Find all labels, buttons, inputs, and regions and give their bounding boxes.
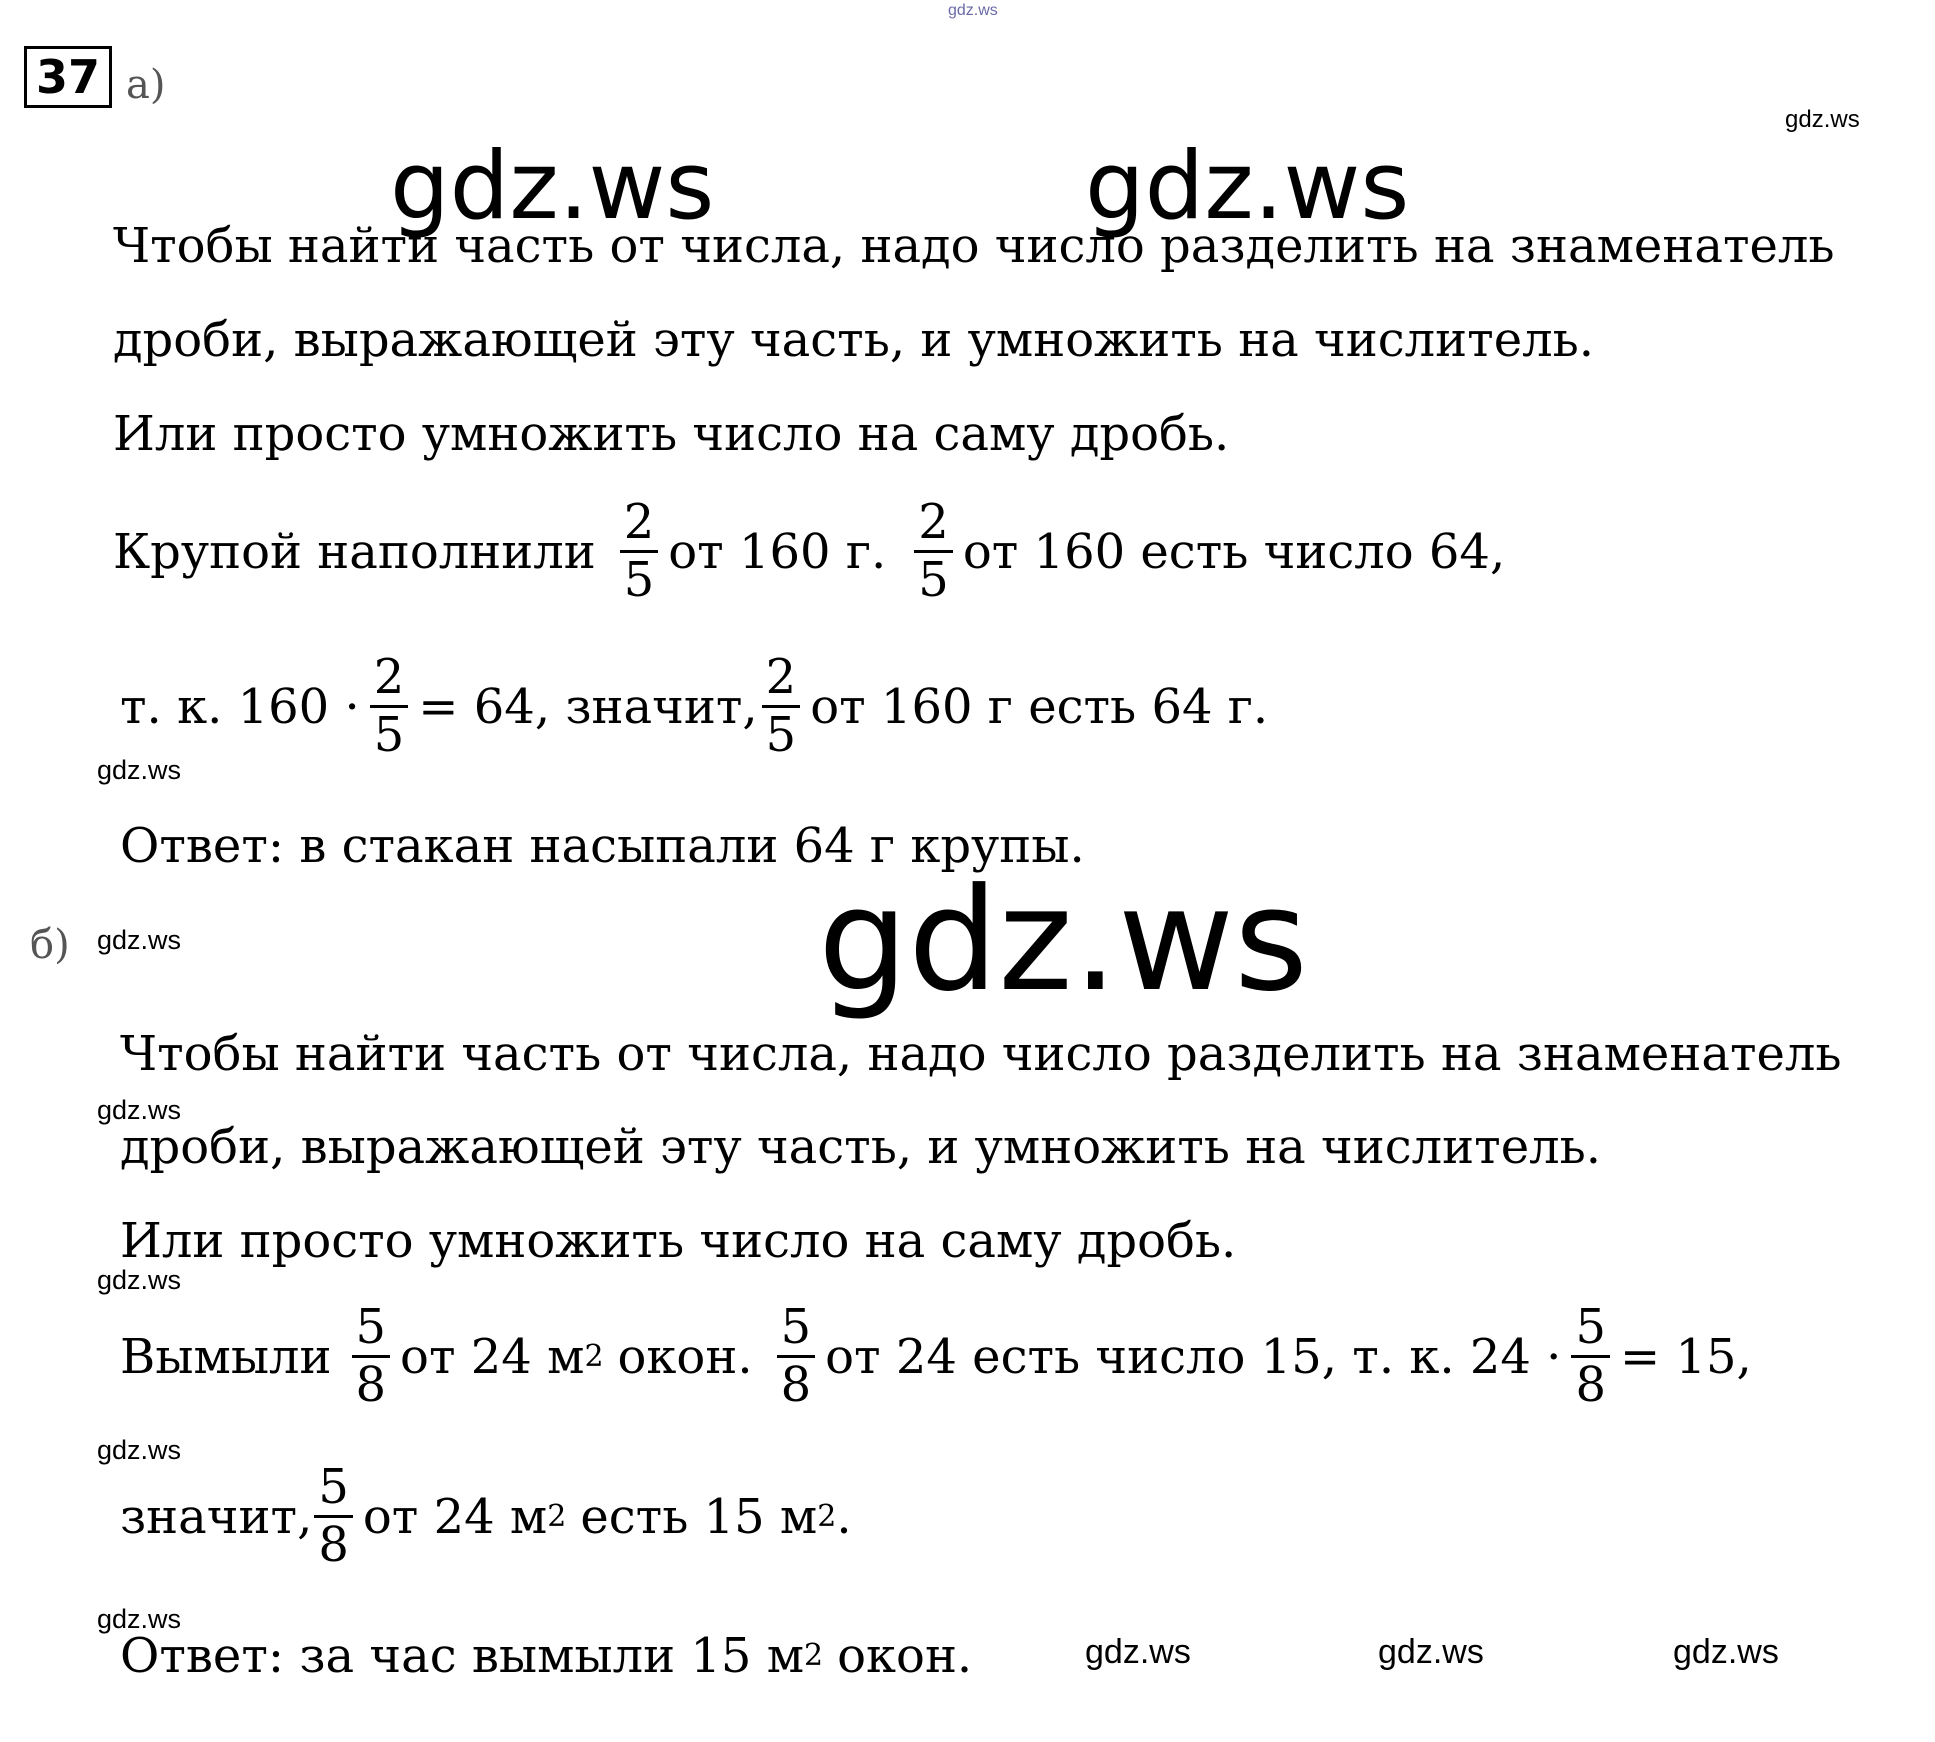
text-segment: окон. xyxy=(617,1328,753,1385)
part-a-label: а) xyxy=(126,62,166,108)
text-segment: от 160 г есть 64 г. xyxy=(810,678,1269,735)
fraction xyxy=(370,650,409,763)
fraction-denominator: 8 xyxy=(318,1517,349,1574)
text-segment: есть 15 м xyxy=(580,1488,818,1545)
text-segment: = 64, значит, xyxy=(418,678,758,735)
fraction-numerator: 5 xyxy=(355,1299,387,1355)
fraction-numerator: 2 xyxy=(373,649,405,705)
fraction-numerator: 2 xyxy=(918,494,949,550)
fraction-numerator: 5 xyxy=(1575,1299,1606,1355)
text-segment: Ответ: за час вымыли 15 м xyxy=(120,1628,805,1684)
watermark-left-5: gdz.ws xyxy=(97,1435,182,1465)
watermark-left-2: gdz.ws xyxy=(97,925,182,955)
fraction-numerator: 5 xyxy=(318,1459,349,1515)
watermark-huge-center: gdz.ws xyxy=(818,858,1309,1023)
text-segment: = 15, xyxy=(1619,1328,1752,1385)
fraction-numerator: 2 xyxy=(765,649,797,705)
fraction xyxy=(762,650,801,763)
watermark-big-left: gdz.ws xyxy=(390,132,715,241)
text-segment: от 24 м xyxy=(362,1488,548,1545)
fraction-denominator: 5 xyxy=(373,707,405,764)
part-b-answer: Ответ: за час вымыли 15 м 2 окон. xyxy=(120,1628,973,1684)
watermark-left-1: gdz.ws xyxy=(97,755,182,785)
fraction xyxy=(620,495,659,608)
part-b-condition-line: Вымыли $\frac{5}{8}$ от 24 м 2 окон. $\frac{5}{8}$ от 24 есть число 15, т. к. 24 · $\frac{5}{8}$ = 15, xyxy=(120,1299,1752,1414)
fraction xyxy=(314,1460,353,1573)
text-segment: от 24 есть число 15, т. к. 24 · xyxy=(825,1328,1562,1385)
fraction-denominator: 8 xyxy=(1575,1357,1606,1414)
watermark-bottom-3: gdz.ws xyxy=(1673,1633,1779,1671)
fraction-denominator: 5 xyxy=(918,552,949,609)
watermark-top-right: gdz.ws xyxy=(1785,106,1860,133)
part-b-label: б) xyxy=(30,922,70,968)
part-a-rule-line-1: Чтобы найти часть от числа, надо число разделить на знаменатель xyxy=(113,218,1835,274)
fraction-denominator: 5 xyxy=(765,707,797,764)
task-number-box: 37 xyxy=(24,46,112,108)
fraction-denominator: 8 xyxy=(780,1357,812,1414)
text-segment: Крупой наполнили xyxy=(113,523,596,580)
fraction-denominator: 5 xyxy=(623,552,655,609)
text-segment: значит, xyxy=(120,1488,313,1545)
part-a-calculation-line xyxy=(120,650,1268,763)
watermark-left-3: gdz.ws xyxy=(97,1095,182,1125)
fraction xyxy=(777,1300,816,1413)
part-b-rule-line-2: дроби, выражающей эту часть, и умножить на числитель. xyxy=(120,1119,1601,1175)
part-a-rule-line-2: дроби, выражающей эту часть, и умножить на числитель. xyxy=(113,312,1594,368)
part-b-rule-line-3: Или просто умножить число на саму дробь. xyxy=(120,1213,1237,1269)
fraction xyxy=(1571,1300,1610,1413)
text-segment: от 160 г. xyxy=(668,523,887,580)
fraction-numerator: 5 xyxy=(780,1299,812,1355)
fraction xyxy=(352,1300,391,1413)
text-segment: от 24 м xyxy=(400,1328,585,1385)
watermark-big-right: gdz.ws xyxy=(1085,132,1410,241)
part-a-answer: Ответ: в стакан насыпали 64 г крупы. xyxy=(120,818,1085,874)
fraction-numerator: 2 xyxy=(623,494,655,550)
watermark-bottom-1: gdz.ws xyxy=(1085,1633,1191,1671)
text-segment: т. к. 160 · xyxy=(120,678,360,735)
fraction xyxy=(914,495,953,608)
watermark-top-tiny: gdz.ws xyxy=(948,2,998,19)
fraction-denominator: 8 xyxy=(355,1357,387,1414)
text-segment: от 160 есть число 64, xyxy=(962,523,1506,580)
text-segment: . xyxy=(836,1488,852,1545)
text-segment: окон. xyxy=(837,1628,973,1684)
watermark-left-4: gdz.ws xyxy=(97,1265,182,1295)
watermark-left-6: gdz.ws xyxy=(97,1604,182,1634)
part-a-rule-line-3: Или просто умножить число на саму дробь. xyxy=(113,406,1230,462)
text-segment: Вымыли xyxy=(120,1328,332,1385)
part-b-calculation-line: значит, $\frac{5}{8}$ от 24 м 2 есть 15 м 2 . xyxy=(120,1459,852,1574)
part-b-rule-line-1: Чтобы найти часть от числа, надо число разделить на знаменатель xyxy=(120,1026,1842,1082)
part-a-condition-line xyxy=(113,495,1505,608)
watermark-bottom-2: gdz.ws xyxy=(1378,1633,1484,1671)
